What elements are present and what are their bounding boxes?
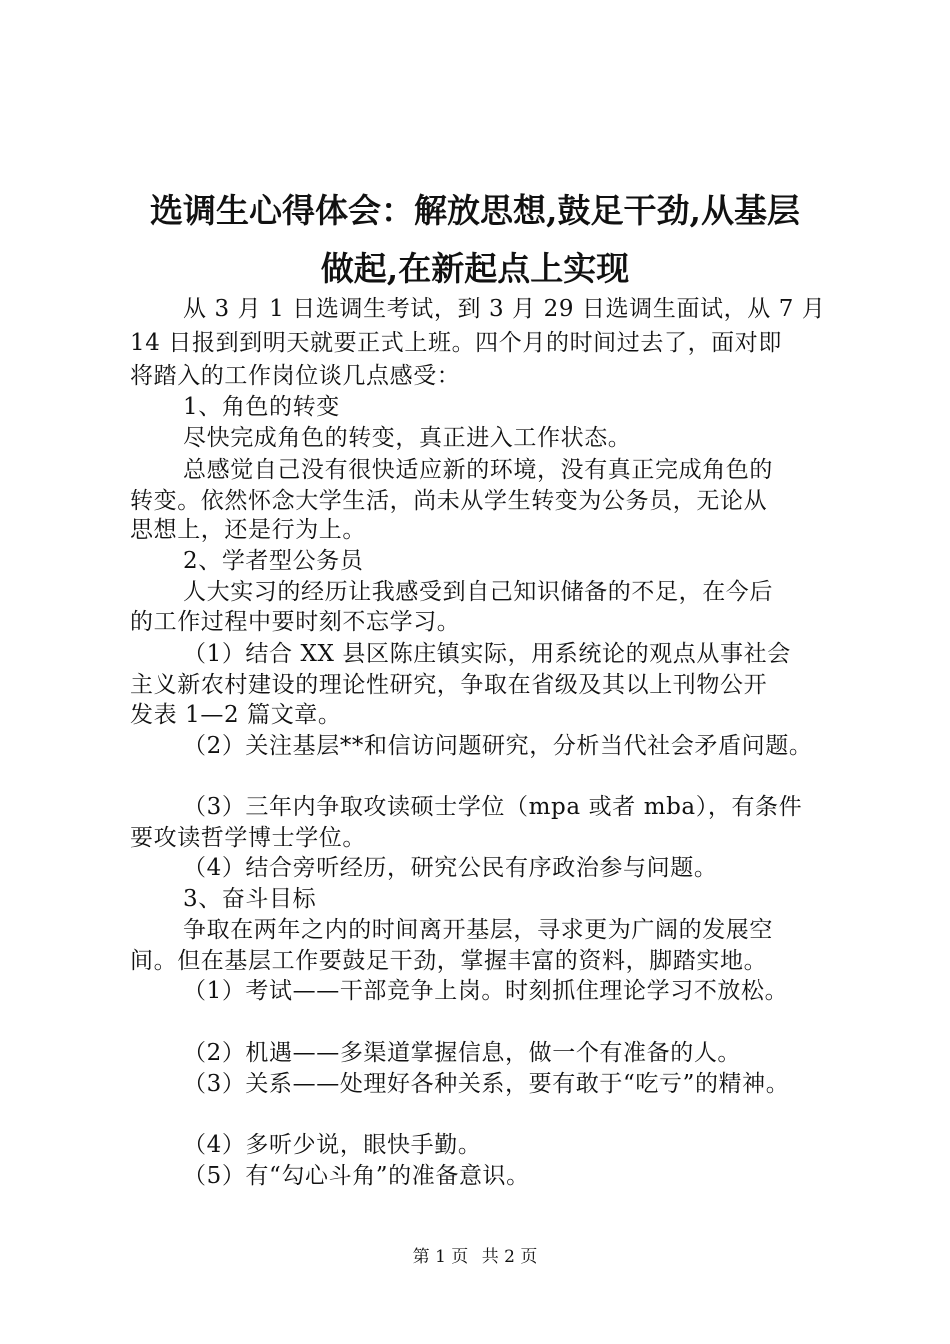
paragraph-line: （4）结合旁听经历，研究公民有序政治参与问题。 (183, 855, 718, 881)
paragraph-line: （2）机遇——多渠道掌握信息，做一个有准备的人。 (183, 1040, 742, 1066)
document-title-line-1: 选调生心得体会：解放思想,鼓足干劲,从基层 (150, 191, 800, 230)
paragraph-line: 思想上，还是行为上。 (130, 517, 366, 543)
paragraph-line: 的工作过程中要时刻不忘学习。 (130, 609, 461, 635)
paragraph-line: 间。但在基层工作要鼓足干劲，掌握丰富的资料，脚踏实地。 (130, 948, 768, 974)
paragraph-line: 从 3 月 1 日选调生考试，到 3 月 29 日选调生面试，从 7 月 (183, 296, 826, 322)
paragraph-line: 要攻读哲学博士学位。 (130, 825, 366, 851)
paragraph-line: （3）三年内争取攻读硕士学位（mpa 或者 mba），有条件 (183, 794, 803, 820)
page-number: 第 1 页 (412, 1247, 469, 1267)
paragraph-line: （3）关系——处理好各种关系，要有敢于“吃亏”的精神。 (183, 1071, 790, 1097)
paragraph-line: 发表 1—2 篇文章。 (130, 702, 342, 728)
page-footer (0, 1246, 950, 1268)
paragraph-line: （1）考试——干部竞争上岗。时刻抓住理论学习不放松。 (183, 978, 789, 1004)
paragraph-line: （2）关注基层**和信访问题研究，分析当代社会矛盾问题。 (183, 733, 813, 759)
section-heading: 3、奋斗目标 (183, 886, 317, 912)
paragraph-line: 转变。依然怀念大学生活，尚未从学生转变为公务员，无论从 (130, 488, 768, 514)
paragraph-line: （1）结合 XX 县区陈庄镇实际，用系统论的观点从事社会 (183, 641, 791, 667)
section-heading: 1、角色的转变 (183, 394, 340, 420)
paragraph-line: （5）有“勾心斗角”的准备意识。 (183, 1163, 530, 1189)
paragraph-line: 人大实习的经历让我感受到自己知识储备的不足，在今后 (183, 579, 773, 605)
paragraph-line: 将踏入的工作岗位谈几点感受： (130, 363, 461, 389)
paragraph-line: 争取在两年之内的时间离开基层，寻求更为广阔的发展空 (183, 917, 773, 943)
paragraph-line: 尽快完成角色的转变，真正进入工作状态。 (183, 425, 632, 451)
page-total: 共 2 页 (481, 1247, 538, 1267)
paragraph-line: 14 日报到到明天就要正式上班。四个月的时间过去了，面对即 (130, 330, 782, 356)
paragraph-line: （4）多听少说，眼快手勤。 (183, 1132, 482, 1158)
paragraph-line: 主义新农村建设的理论性研究，争取在省级及其以上刊物公开 (130, 672, 768, 698)
paragraph-line: 总感觉自己没有很快适应新的环境，没有真正完成角色的 (183, 457, 773, 483)
document-title-line-2: 做起,在新起点上实现 (320, 249, 630, 288)
section-heading: 2、学者型公务员 (183, 548, 364, 574)
